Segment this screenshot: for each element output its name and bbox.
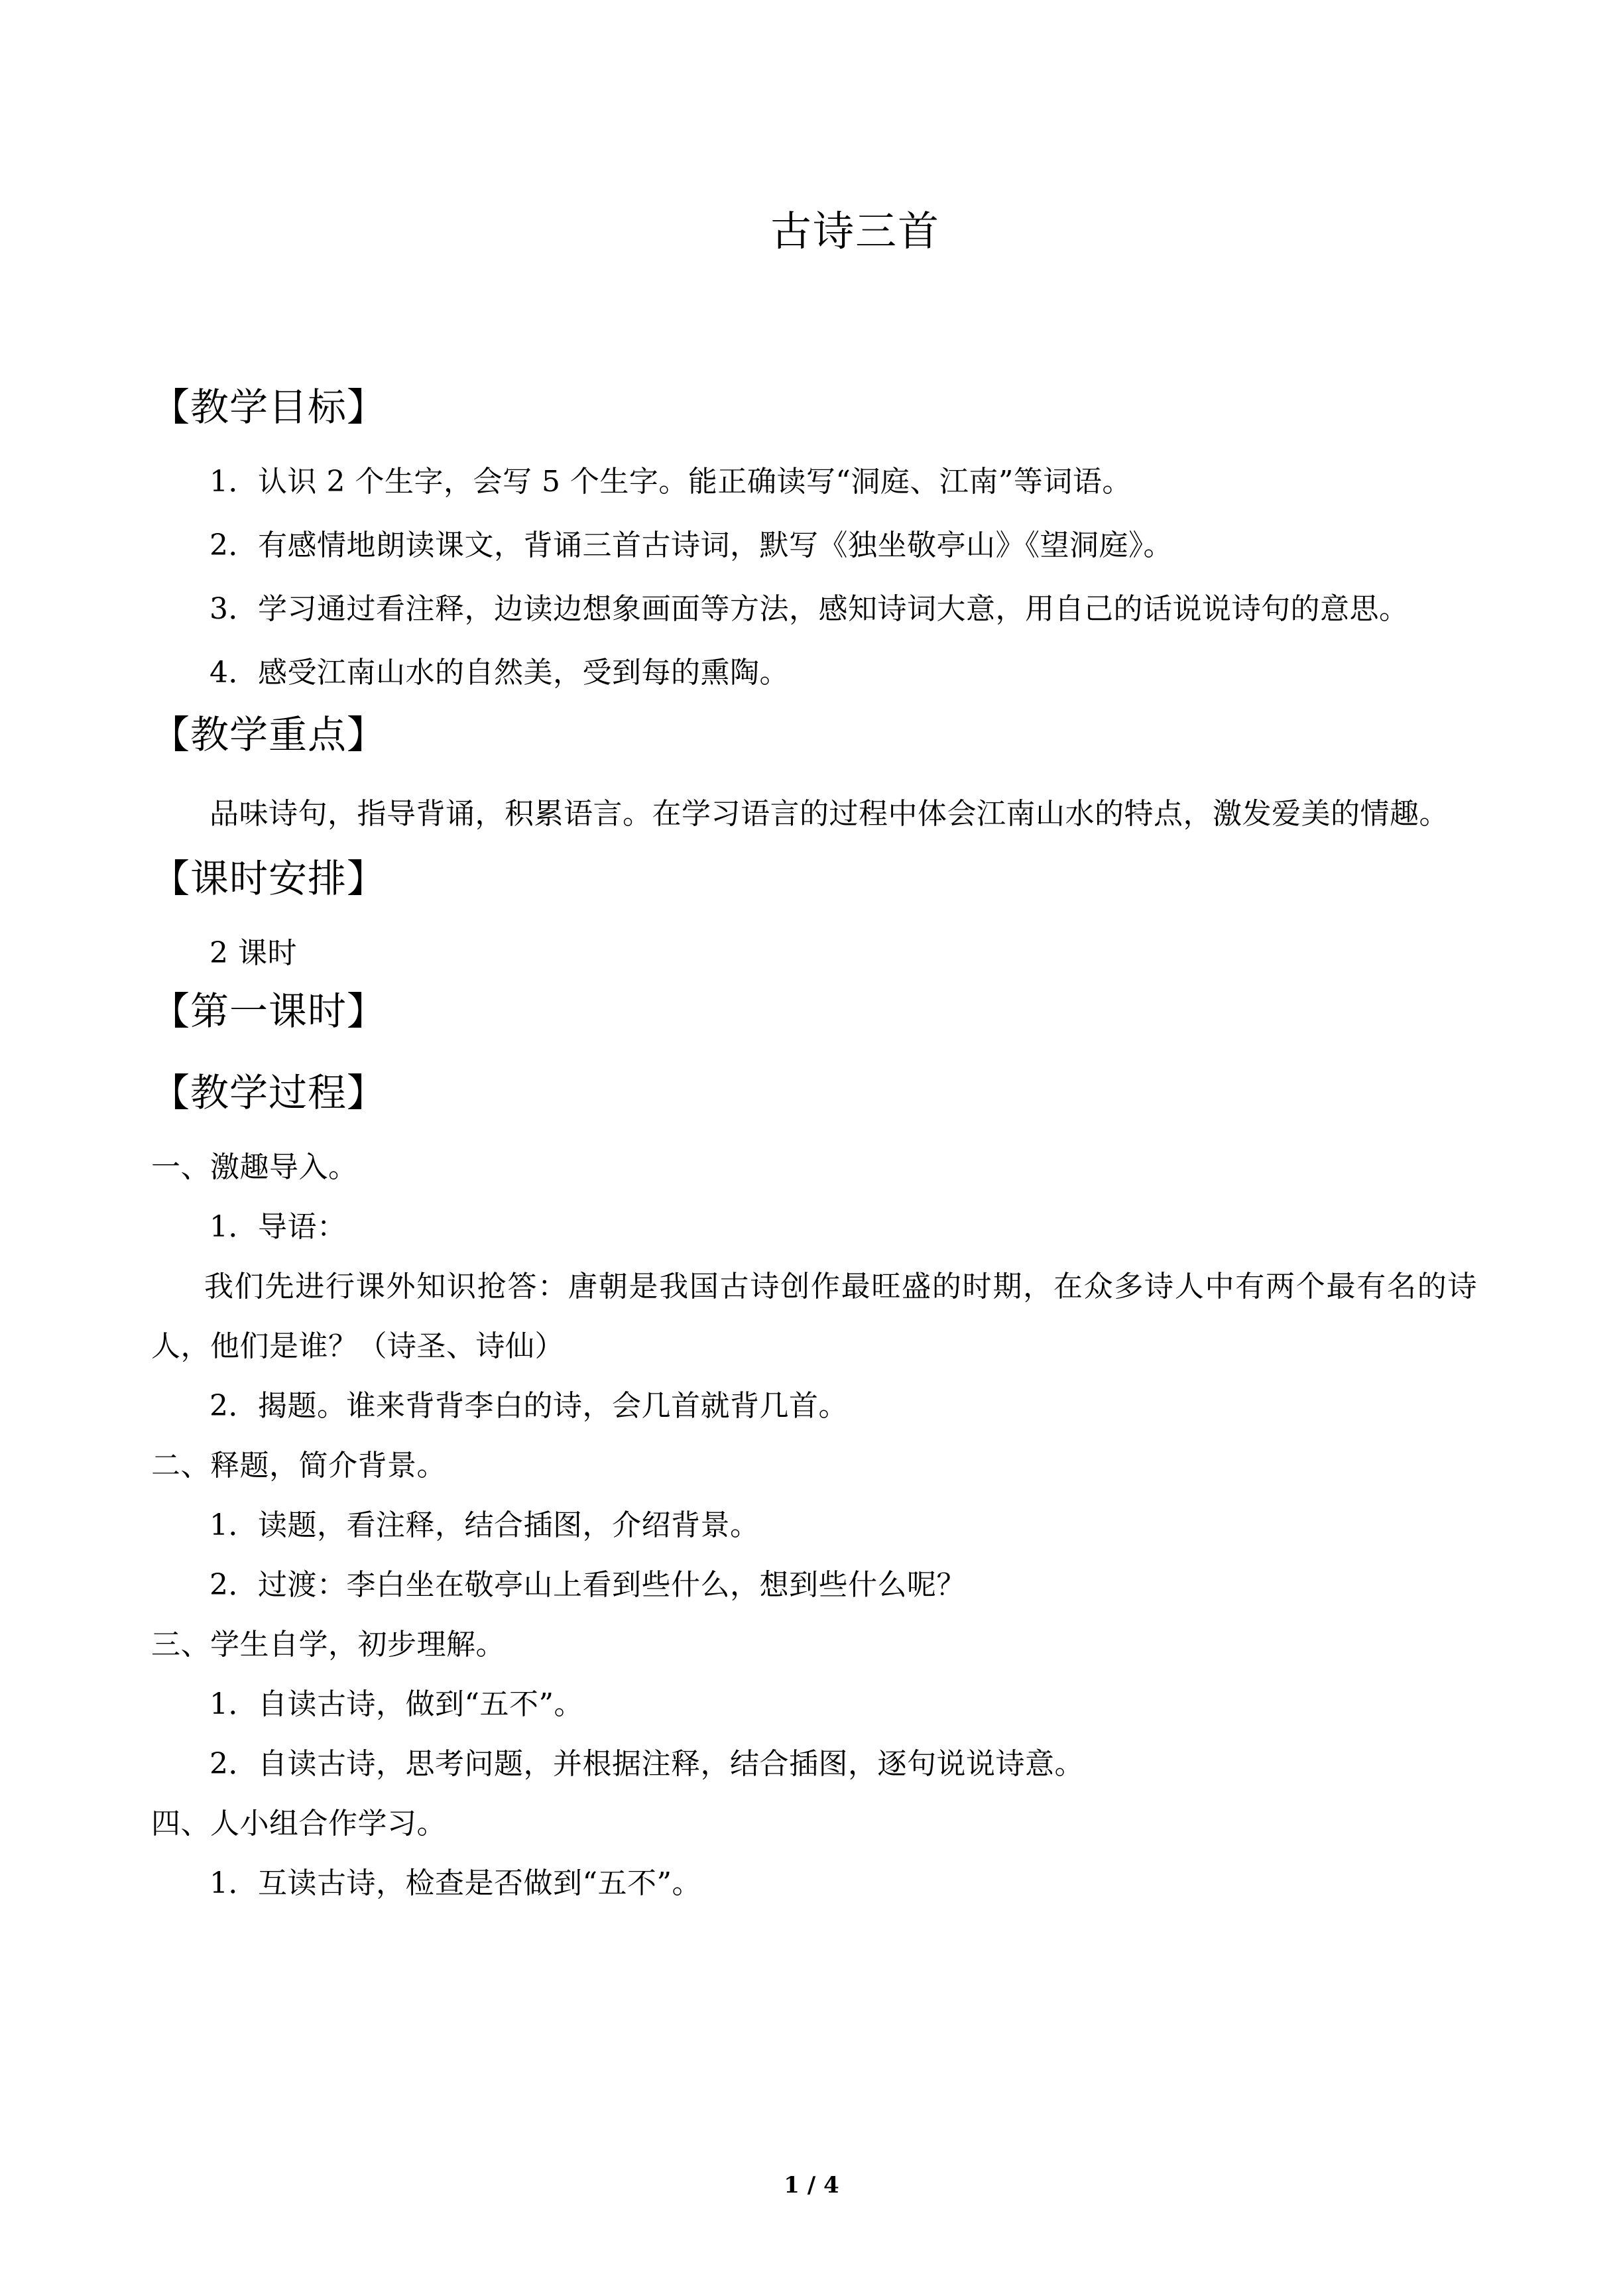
process-line: 1．读题，看注释，结合插图，介绍背景。 xyxy=(210,1508,760,1542)
process-line: 四、人小组合作学习。 xyxy=(151,1806,446,1841)
focus-text: 品味诗句，指导背诵，积累语言。在学习语言的过程中体会江南山水的特点，激发爱美的情趣。 xyxy=(210,797,1449,831)
process-line: 二、释题，简介背景。 xyxy=(151,1448,446,1482)
section-heading-objectives: 【教学目标】 xyxy=(151,385,387,430)
section-objectives xyxy=(151,385,1477,703)
section-heading-process: 【教学过程】 xyxy=(151,1070,387,1116)
process-line: 1．互读古诗，检查是否做到“五不”。 xyxy=(210,1866,701,1900)
process-line: 一、激趣导入。 xyxy=(151,1150,358,1184)
page-number: 1 / 4 xyxy=(784,2172,839,2199)
section-heading-lesson1: 【第一课时】 xyxy=(151,988,387,1034)
schedule-text: 2 课时 xyxy=(210,936,297,970)
document-title: 古诗三首 xyxy=(770,207,940,255)
document-body xyxy=(151,385,1477,1913)
section-process xyxy=(151,1070,1477,1913)
process-line: 2．过渡：李白坐在敬亭山上看到些什么，想到些什么呢？ xyxy=(210,1567,966,1602)
objective-item-4: 4．感受江南山水的自然美，受到每的熏陶。 xyxy=(210,655,789,690)
process-line: 我们先进行课外知识抢答：唐朝是我国古诗创作最旺盛的时期，在众多诗人中有两个最有名的诗人，他们是谁？（诗圣、诗仙） xyxy=(151,1269,1477,1363)
section-lesson1 xyxy=(151,989,1477,1035)
process-line: 1．自读古诗，做到“五不”。 xyxy=(210,1687,583,1721)
objective-item-3: 3．学习通过看注释，边读边想象画面等方法，感知诗词大意，用自己的话说说诗句的意思。 xyxy=(210,591,1409,626)
process-line: 1．导语： xyxy=(210,1209,347,1244)
section-focus xyxy=(151,712,1477,845)
objective-item-1: 1．认识 2 个生字，会写 5 个生字。能正确读写“洞庭、江南”等词语。 xyxy=(210,464,1132,499)
process-line: 三、学生自学，初步理解。 xyxy=(151,1627,505,1662)
section-schedule xyxy=(151,856,1477,983)
process-line: 2．自读古诗，思考问题，并根据注释，结合插图，逐句说说诗意。 xyxy=(210,1746,1084,1781)
section-heading-focus: 【教学重点】 xyxy=(151,711,387,757)
section-heading-schedule: 【课时安排】 xyxy=(151,856,387,902)
process-line: 2．揭题。谁来背背李白的诗，会几首就背几首。 xyxy=(210,1388,848,1423)
objective-item-2: 2．有感情地朗读课文，背诵三首古诗词，默写《独坐敬亭山》《望洞庭》。 xyxy=(210,528,1173,562)
